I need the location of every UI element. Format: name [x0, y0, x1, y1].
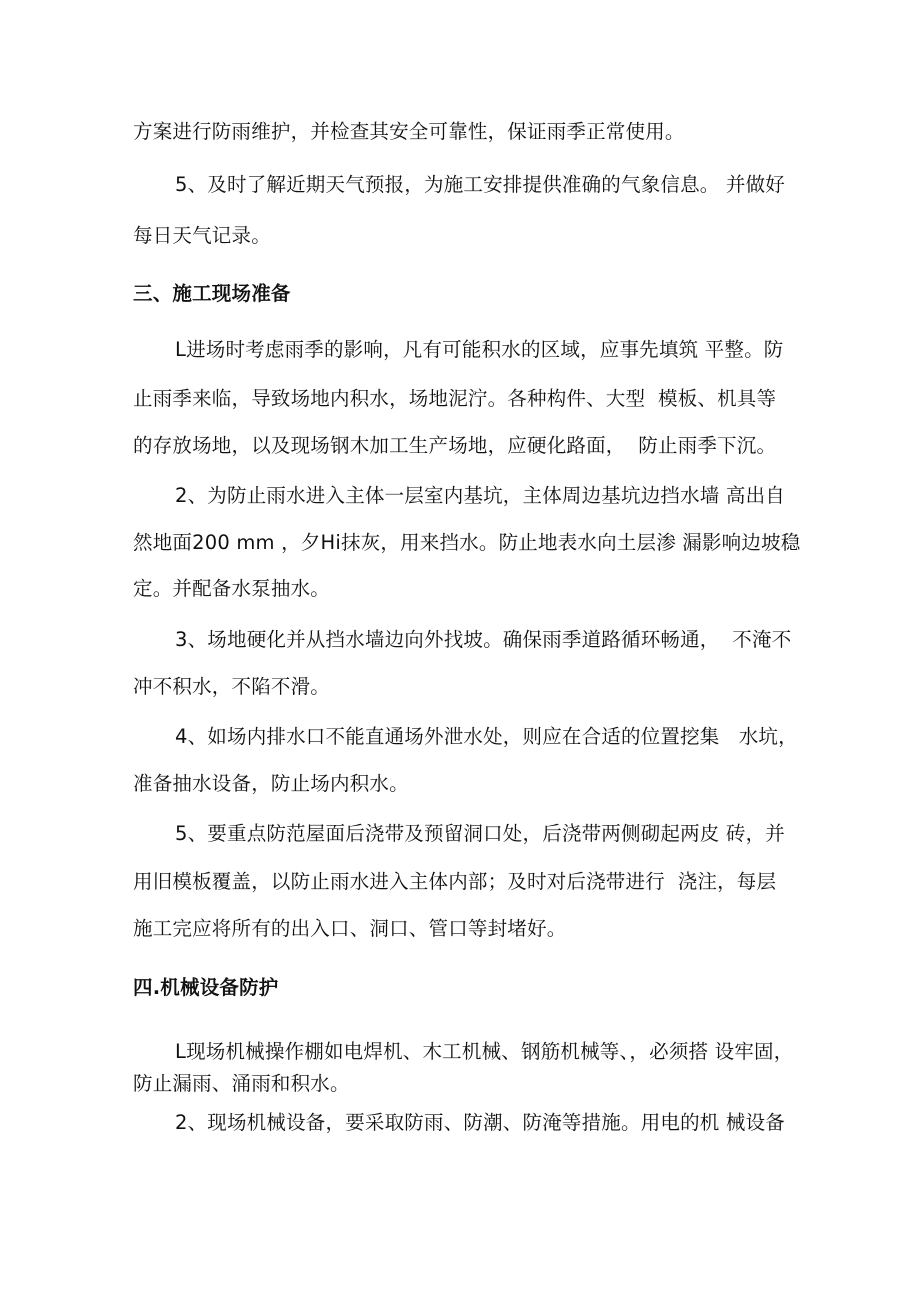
paragraph-line: 冲不积水，不陷不滑。	[133, 675, 331, 698]
paragraph-line: 5、及时了解近期天气预报，为施工安排提供准确的气象信息。 并做好	[175, 173, 786, 196]
paragraph-line: L进场时考虑雨季的影响，凡有可能积水的区域，应事先填筑 平整。防	[175, 338, 784, 361]
paragraph-line: 方案进行防雨维护，并检查其安全可靠性，保证雨季正常使用。	[133, 120, 685, 143]
paragraph-line: 2、为防止雨水进入主体一层室内基坑，主体周边基坑边挡水墙 高出自	[175, 484, 786, 507]
paragraph-line: 然地面200 mm ，夕Hi抹灰，用来挡水。防止地表水向土层渗 漏影响边坡稳	[133, 531, 801, 554]
paragraph-line: 的存放场地，以及现场钢木加工生产场地，应硬化路面， 防止雨季下沉。	[133, 434, 777, 457]
paragraph-line: 防止漏雨、涌雨和积水。	[133, 1072, 350, 1095]
paragraph-line: 止雨季来临，导致场地内积水，场地泥泞。各种构件、大型 模板、机具等	[133, 387, 777, 410]
paragraph-line: 施工完应将所有的出入口、洞口、管口等封堵好。	[133, 917, 567, 940]
paragraph-line: L现场机械操作棚如电焊机、木工机械、钢筋机械等、，必须搭 设牢固，	[175, 1040, 794, 1063]
paragraph-line: 用旧模板覆盖，以防止雨水进入主体内部；及时对后浇带进行 浇注，每层	[133, 870, 777, 893]
paragraph-line: 4、如场内排水口不能直通场外泄水处，则应在合适的位置挖集 水坑，	[175, 725, 798, 748]
paragraph-line: 准备抽水设备，防止场内积水。	[133, 772, 409, 795]
paragraph-line: 每日天气记录。	[133, 224, 271, 247]
paragraph-line: 5、要重点防范屋面后浇带及预留洞口处，后浇带两侧砌起两皮 砖，并	[175, 822, 786, 845]
section-heading: 四.机械设备防护	[133, 976, 279, 999]
paragraph-line: 2、现场机械设备，要采取防雨、防潮、防淹等措施。用电的机 械设备	[175, 1111, 786, 1134]
paragraph-line: 定。并配备水泵抽水。	[133, 577, 331, 600]
paragraph-line: 3、场地硬化并从挡水墙边向外找坡。确保雨季道路循环畅通， 不淹不	[175, 628, 792, 651]
section-heading: 三、施工现场准备	[133, 282, 291, 305]
